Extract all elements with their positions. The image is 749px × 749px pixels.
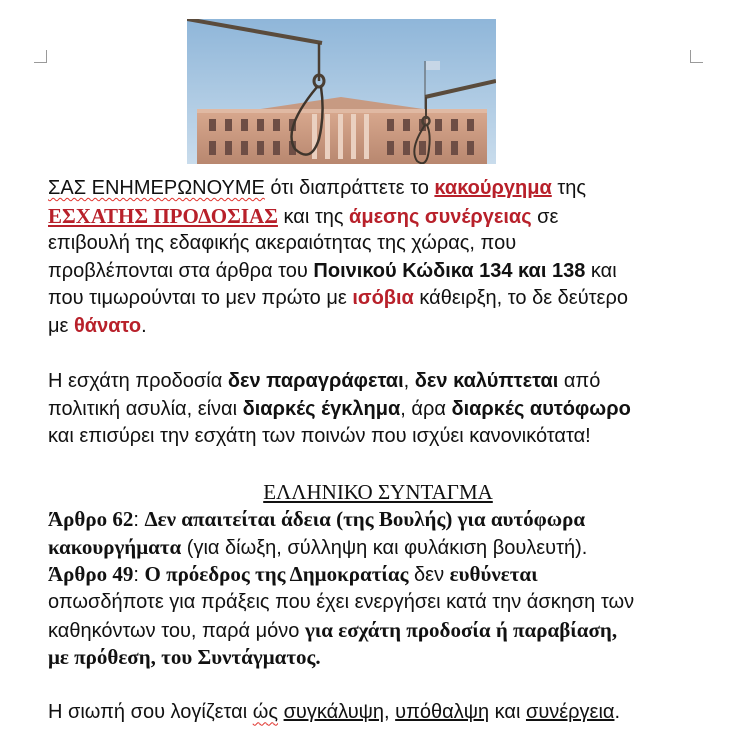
article-62-label: Άρθρο 62 [48, 507, 134, 532]
p3-line-2: κακουργήματα (για δίωξη, σύλληψη και φυλάκιση βουλευτή). [48, 534, 588, 559]
p3-line-3: Άρθρο 49: Ο πρόεδρος της Δημοκρατίας δεν ευθύνεται [48, 562, 538, 587]
p1-line-6: με θάνατο. [48, 314, 147, 337]
p3-line-6: με πρόθεση, του Συντάγματος. [48, 645, 321, 670]
p3-line-1: Άρθρο 62: Δεν απαιτείται άδεια (της Βουλής) για αυτόφωρα [48, 507, 586, 532]
p2-line-3: και επισύρει την εσχάτη των ποινών που ισχύει κανονικότατα! [48, 425, 591, 448]
p1-line-3: επιβουλή της εδαφικής ακεραιότητας της χώρας, που [48, 232, 517, 255]
paragraph-gap [48, 341, 708, 369]
p1-line-4: προβλέπονται στα άρθρα του Ποινικού Κώδικα 134 και 138 και [48, 259, 617, 282]
death-term: θάνατο [74, 314, 142, 337]
page-corner-mark-top-left [34, 50, 47, 63]
article-49-label: Άρθρο 49 [48, 562, 134, 587]
p2-line-1: Η εσχάτη προδοσία δεν παραγράφεται, δεν καλύπτεται από [48, 370, 601, 393]
felony-term: κακούργημα [434, 177, 552, 199]
parliament-gallows-photo [187, 19, 496, 164]
p1-line-2: ΕΣΧΑΤΗΣ ΠΡΟΔΟΣΙΑΣ και της άμεσης συνέργειας σε [48, 203, 559, 228]
p2-line-2: πολιτική ασυλία, είναι διαρκές έγκλημα, άρα διαρκές αυτόφωρο [48, 397, 631, 420]
paragraph-gap [48, 451, 708, 479]
notice-phrase: ΣΑΣ ΕΝΗΜΕΡΩΝΟΥΜΕ [48, 177, 265, 199]
p1-line-1: ΣΑΣ ΕΝΗΜΕΡΩΝΟΥΜΕ ότι διαπράττετε το κακούργημα της [48, 177, 586, 199]
p3-line-4: οπωσδήποτε για πράξεις που έχει ενεργήσει κατά την άσκηση των [48, 590, 635, 613]
document-body [48, 175, 708, 727]
p4-line-1: Η σιωπή σου λογίζεται ώς συγκάλυψη, υπόθαλψη και συνέργεια. [48, 701, 621, 724]
direct-complicity-term: άμεσης συνέργειας [349, 205, 532, 228]
paragraph-gap [48, 672, 708, 700]
high-treason-term: ΕΣΧΑΤΗΣ ΠΡΟΔΟΣΙΑΣ [48, 203, 278, 228]
life-term: ισόβια [352, 287, 414, 310]
p3-line-5: καθηκόντων του, παρά μόνο για εσχάτη προδοσία ή παραβίαση, [48, 617, 618, 642]
page-corner-mark-top-right [690, 50, 703, 63]
p1-line-5: που τιμωρούνται το μεν πρώτο με ισόβια κάθειρξη, το δε δεύτερο [48, 287, 628, 310]
penal-code-articles: Ποινικού Κώδικα 134 και 138 [313, 259, 586, 282]
constitution-heading: ΕΛΛΗΝΙΚΟ ΣΥΝΤΑΓΜΑ [263, 479, 493, 504]
